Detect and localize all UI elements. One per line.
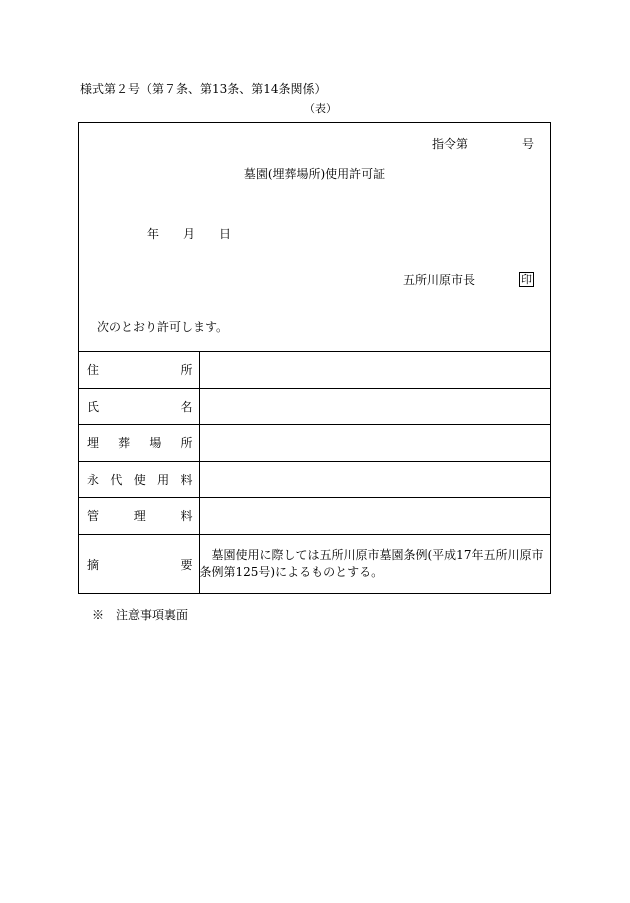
certificate-header xyxy=(79,123,550,351)
table-row xyxy=(79,388,550,425)
table-row xyxy=(79,461,550,498)
row-label-char: 料 xyxy=(180,509,193,524)
row-value[interactable] xyxy=(199,388,550,425)
reverse-note: ※ 注意事項裏面 xyxy=(92,608,189,622)
row-label-char: 永 xyxy=(87,472,100,487)
row-label xyxy=(79,352,199,389)
table-row xyxy=(79,425,550,462)
row-label xyxy=(79,498,199,535)
row-value[interactable] xyxy=(199,425,550,462)
row-label xyxy=(79,425,199,462)
certificate-number-prefix: 指令第 xyxy=(431,137,468,151)
row-label-char: 住 xyxy=(87,363,100,378)
form-number-label: 様式第２号（第７条、第13条、第14条関係） xyxy=(80,82,327,96)
certificate-number-suffix: 号 xyxy=(521,137,534,151)
row-label-char: 氏 xyxy=(87,399,100,414)
row-label xyxy=(79,534,199,594)
remarks-text: 墓園使用に際しては五所川原市墓園条例(平成17年五所川原市条例第125号)によるものとする。 xyxy=(199,548,544,580)
date-month-label: 月 xyxy=(183,227,196,241)
table-row xyxy=(79,534,550,594)
table-row xyxy=(79,498,550,535)
certificate-number xyxy=(432,135,534,152)
row-label-char: 代 xyxy=(110,472,123,487)
row-label-char: 埋 xyxy=(87,436,100,451)
row-label xyxy=(79,388,199,425)
date-day-label: 日 xyxy=(219,227,232,241)
row-label-char: 摘 xyxy=(87,557,100,572)
issuer xyxy=(403,271,534,288)
date-year-label: 年 xyxy=(147,227,160,241)
row-value[interactable] xyxy=(199,534,550,594)
row-label-char: 要 xyxy=(180,557,193,572)
row-label-char: 料 xyxy=(180,472,193,487)
row-value[interactable] xyxy=(199,352,550,389)
row-label-char: 所 xyxy=(180,436,193,451)
row-label-char: 葬 xyxy=(118,436,131,451)
table-row xyxy=(79,352,550,389)
side-label: （表） xyxy=(304,102,337,115)
row-label-char: 場 xyxy=(149,436,162,451)
row-label-char: 所 xyxy=(180,363,193,378)
issuer-name: 五所川原市長 xyxy=(402,273,475,287)
row-label-char: 管 xyxy=(87,509,100,524)
details-table xyxy=(79,351,550,594)
row-value[interactable] xyxy=(199,461,550,498)
row-label xyxy=(79,461,199,498)
row-label-char: 名 xyxy=(180,399,193,414)
row-label-char: 理 xyxy=(133,509,146,524)
issue-date xyxy=(147,225,255,242)
certificate-title: 墓園(埋葬場所)使用許可証 xyxy=(243,167,386,181)
row-value[interactable] xyxy=(199,498,550,535)
certificate-frame xyxy=(78,122,551,594)
permission-statement: 次のとおり許可します。 xyxy=(97,320,229,334)
row-label-char: 用 xyxy=(157,472,170,487)
row-label-char: 使 xyxy=(133,472,146,487)
seal-mark: 印 xyxy=(521,273,532,286)
